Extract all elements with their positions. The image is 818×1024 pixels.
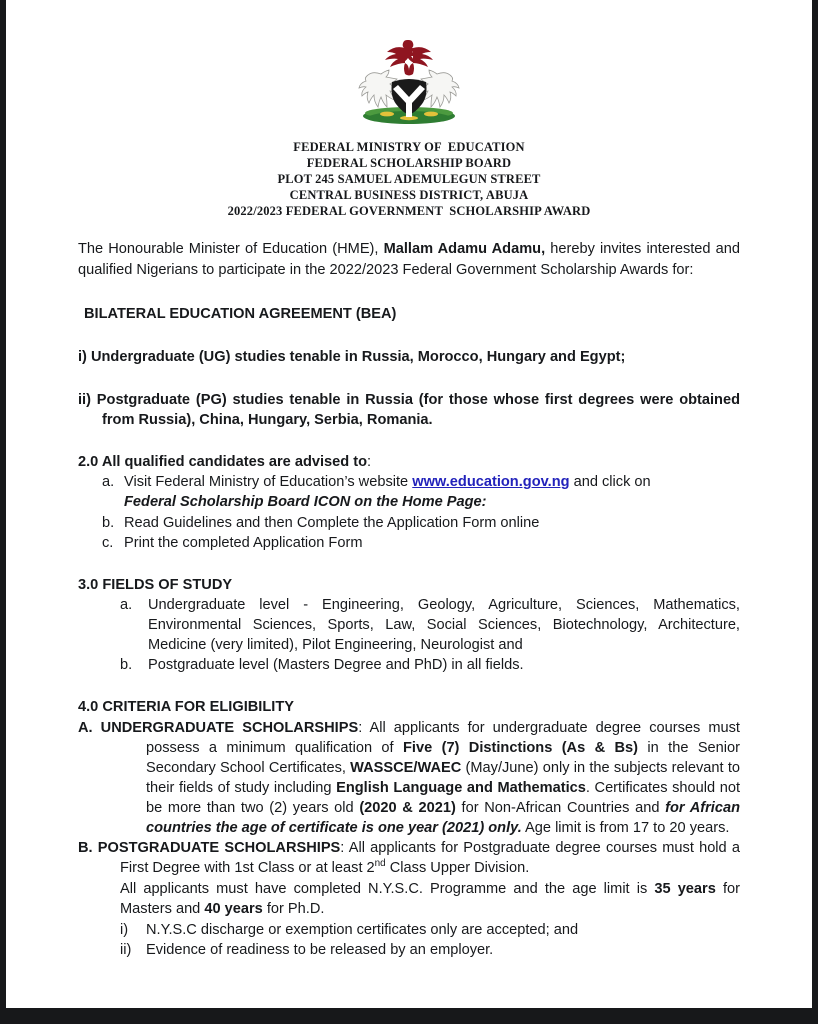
ug-text-1: : All applicants for undergraduate degree courses must possess a minimum qualification of — [146, 719, 740, 756]
section-2-heading — [78, 452, 740, 472]
list-marker: b. — [120, 657, 133, 674]
ug-text-2: in the Senior Secondary School Certificates, — [146, 739, 741, 776]
section-2-list — [102, 472, 740, 553]
list-item — [120, 940, 740, 960]
list-marker: i) — [120, 921, 129, 938]
list-item — [120, 655, 740, 675]
letterhead-address-block — [78, 140, 740, 219]
postgraduate-age-limit-line — [78, 879, 740, 919]
section-3-number: 3.0 — [78, 576, 99, 593]
pg-text-masters: for Masters and — [120, 880, 740, 917]
list-item — [102, 472, 740, 512]
ug-text-6: Age limit is from 17 to 20 years. — [521, 820, 730, 837]
section-3-title: FIELDS OF STUDY — [102, 576, 233, 593]
list-item — [120, 920, 740, 940]
letterhead-line-3: PLOT 245 SAMUEL ADEMULEGUN STREET — [277, 171, 541, 186]
section-3-heading — [78, 575, 740, 595]
letterhead-crest-container — [78, 0, 740, 128]
letterhead-line-1: FEDERAL MINISTRY OF EDUCATION — [293, 140, 525, 154]
ug-text-5: for Non-African Countries and — [455, 800, 666, 816]
ug-distinctions-requirement: Five (7) Distinctions (As & Bs) — [403, 739, 639, 756]
letterhead-line-2: FEDERAL SCHOLARSHIP BOARD — [306, 155, 512, 170]
bea-item-ii: ii) Postgraduate (PG) studies tenable in Russia (for those whose first degrees were obtained from Russia), China, Hungary, Serbia, Romania. — [78, 391, 740, 428]
pg-text-phd: for Ph.D. — [262, 900, 325, 917]
criteria-postgraduate-label: B. POSTGRADUATE SCHOLARSHIPS — [78, 840, 341, 857]
item-text: Undergraduate level - Engineering, Geology, Agriculture, Sciences, Mathematics, Environmental Sciences, Sports, Law, Social Sciences, Biotechnology, Architecture, Medicine (very limited), Pilot Engineering, Neurologist and — [148, 596, 740, 654]
pg-masters-age-limit: 35 years — [654, 880, 716, 897]
section-2-title: All qualified candidates are advised to — [101, 454, 368, 471]
list-item — [120, 595, 740, 655]
postgraduate-sub-list — [120, 920, 740, 960]
item-text: N.Y.S.C discharge or exemption certificates only are accepted; and — [146, 921, 579, 938]
list-marker: ii) — [120, 941, 132, 958]
document-inner — [6, 0, 812, 960]
education-website-link[interactable]: www.education.gov.ng — [412, 474, 570, 491]
section-4-heading — [78, 697, 740, 717]
nigeria-coat-of-arms-icon — [335, 30, 483, 128]
item-text: Read Guidelines and then Complete the Application Form online — [124, 514, 540, 531]
section-4-number: 4.0 — [78, 699, 99, 716]
ug-text-4: . Certificates should not be more than two (2) years old — [146, 779, 740, 816]
section-2-colon: : — [367, 454, 372, 471]
section-4-title: CRITERIA FOR ELIGIBILITY — [102, 699, 294, 716]
document-body — [78, 239, 740, 960]
ug-text-3: (May/June) only in the subjects relevant to their fields of study including — [146, 759, 740, 796]
list-marker: b. — [102, 514, 115, 531]
criteria-undergraduate — [78, 718, 740, 839]
pg-text-1: : All applicants for Postgraduate degree courses must hold a First Degree with 1st Class or at least 2 — [120, 840, 740, 877]
item-text: Print the completed Application Form — [124, 534, 363, 551]
bea-heading: BILATERAL EDUCATION AGREEMENT (BEA) — [84, 305, 397, 322]
bea-item-i: i) Undergraduate (UG) studies tenable in Russia, Morocco, Hungary and Egypt; — [78, 348, 626, 365]
pg-ordinal-suffix: nd — [374, 858, 386, 870]
criteria-postgraduate — [78, 838, 740, 878]
item-text-before-link: Visit Federal Ministry of Education’s website — [124, 474, 413, 491]
pg-text-2: Class Upper Division. — [385, 860, 530, 877]
section-3-list — [120, 595, 740, 676]
ug-african-countries-clause: for African countries the age of certificate is one year (2021) only. — [146, 800, 740, 837]
list-item — [102, 533, 740, 553]
ug-certificate-years: (2020 & 2021) — [359, 800, 456, 816]
pg-nysc-text: All applicants must have completed N.Y.S.C. Programme and the age limit is — [120, 880, 655, 897]
item-text: Evidence of readiness to be released by an employer. — [146, 941, 494, 958]
list-item — [102, 513, 740, 533]
list-marker: c. — [102, 534, 114, 551]
scholarship-board-icon-emphasis: Federal Scholarship Board ICON on the Home Page: — [124, 494, 487, 511]
ug-exam-body: WASSCE/WAEC — [350, 759, 462, 776]
item-text-after-link: and click on — [569, 474, 651, 491]
list-marker: a. — [120, 596, 133, 613]
pg-phd-age-limit: 40 years — [204, 900, 263, 917]
list-marker: a. — [102, 474, 115, 491]
intro-text-part1: The Honourable Minister of Education (HME), — [78, 241, 384, 258]
item-text: Postgraduate level (Masters Degree and PhD) in all fields. — [148, 657, 524, 674]
ug-core-subjects: English Language and Mathematics — [336, 779, 586, 796]
document-page — [6, 0, 812, 1008]
minister-name: Mallam Adamu Adamu, — [383, 241, 546, 258]
intro-text-part2: hereby invites interested and qualified Nigerians to participate in the 2022/2023 Federal Government Scholarship Awards for: — [78, 241, 740, 278]
letterhead-line-4: CENTRAL BUSINESS DISTRICT, ABUJA — [289, 187, 529, 202]
criteria-undergraduate-label: A. UNDERGRADUATE SCHOLARSHIPS — [78, 719, 359, 736]
section-2-number: 2.0 — [78, 454, 99, 471]
intro-paragraph — [78, 239, 740, 279]
letterhead-line-5: 2022/2023 FEDERAL GOVERNMENT SCHOLARSHIP AWARD — [227, 203, 591, 218]
